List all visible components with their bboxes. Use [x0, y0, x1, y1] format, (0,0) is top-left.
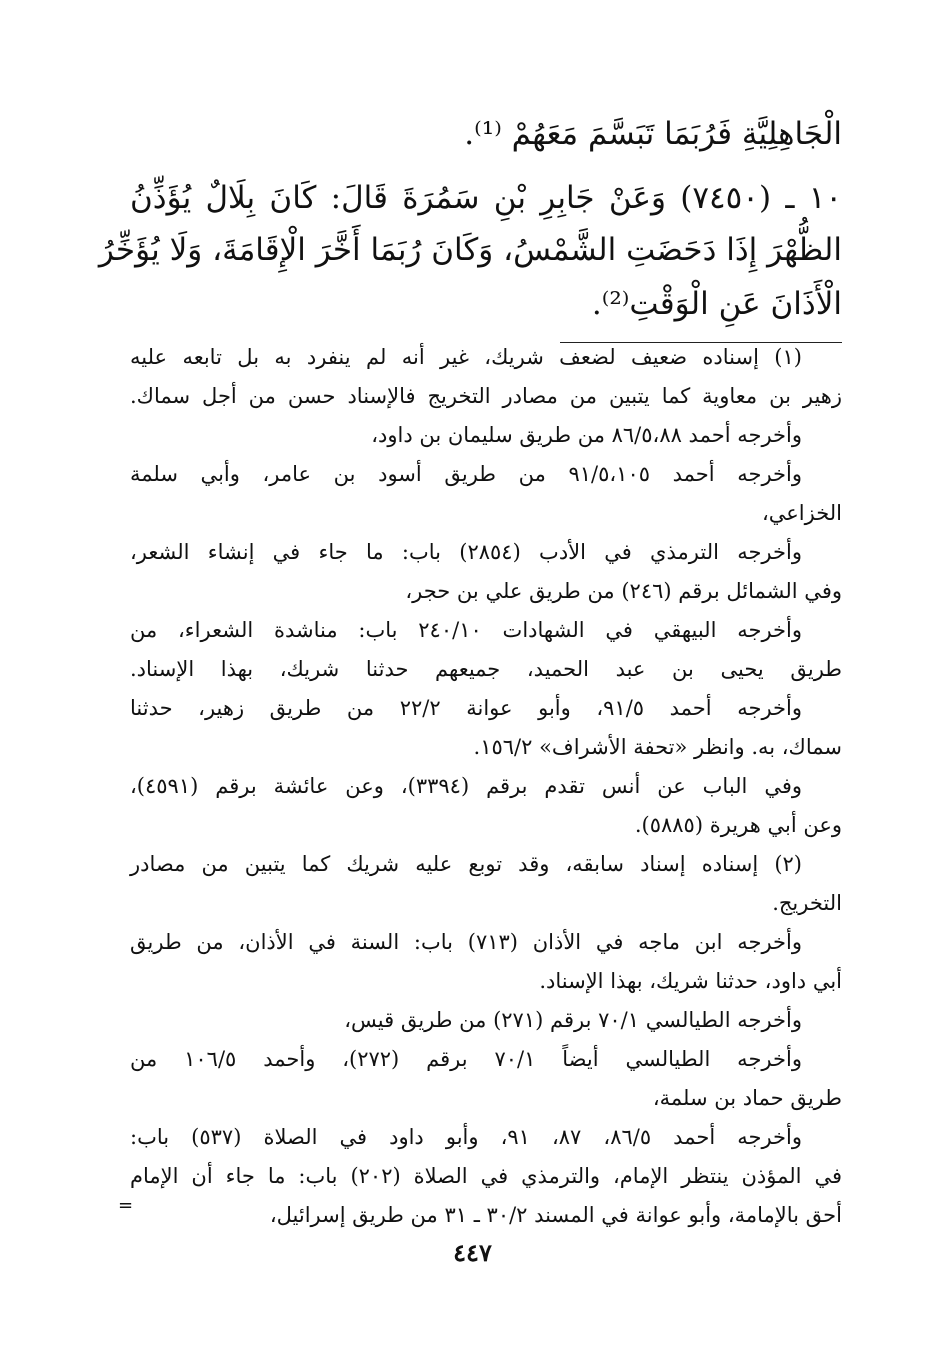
footnote-line: طريق يحيى بن عبد الحميد، جميعهم حدثنا شريك، بهذا الإسناد. [130, 657, 842, 681]
footnote-line: وأخرجه الترمذي في الأدب (٢٨٥٤) باب: ما جاء في إنشاء الشعر، [130, 540, 802, 564]
footnote-line: وأخرجه البيهقي في الشهادات ٢٤٠/١٠ باب: مناشدة الشعراء، من [130, 618, 802, 642]
footnote-line: وفي الشمائل برقم (٢٤٦) من طريق علي بن حجر، [405, 579, 842, 603]
footnote-line: التخريج. [772, 891, 842, 915]
footnote-line: زهير بن معاوية كما يتبين من مصادر التخريج فالإسناد حسن من أجل سماك. [130, 384, 842, 408]
main-text-line-1: الْجَاهِلِيَّةِ فَرُبَمَا تَبَسَّمَ مَعَهُمْ ⁽¹⁾. [464, 116, 842, 152]
footnote-line: أبي داود، حدثنا شريك، بهذا الإسناد. [539, 969, 842, 993]
continuation-mark: = [118, 1195, 134, 1216]
footnote-line: سماك، به. وانظر «تحفة الأشراف» ١٥٦/٢. [473, 735, 842, 759]
hadith-line-2: الظُّهْرَ إِذَا دَحَضَتِ الشَّمْسُ، وَكَانَ رُبَمَا أَخَّرَ الْإِقَامَةَ، وَلَا يُؤَخِّرُ [98, 232, 842, 268]
footnote-line: وأخرجه أحمد ٨٦/٥، ٨٧، ٩١، وأبو داود في الصلاة (٥٣٧) باب: [130, 1125, 803, 1149]
footnote-line: وأخرجه أحمد ٩١/٥،١٠٥ من طريق أسود بن عامر، وأبي سلمة [130, 462, 802, 486]
footnote-line: طريق حماد بن سلمة، [652, 1086, 842, 1110]
footnote-line: وأخرجه أحمد ٨٦/٥،٨٨ من طريق سليمان بن داود، [371, 423, 802, 447]
footnote-line: وأخرجه ابن ماجه في الأذان (٧١٣) باب: السنة في الأذان، من طريق [130, 930, 802, 954]
hadith-line-3: الْأَذَانَ عَنِ الْوَقْتِ⁽²⁾. [591, 286, 842, 322]
footnote-line: الخزاعي، [761, 501, 842, 525]
footnote-line: (٢) إسناده إسناد سابقه، وقد توبع عليه شريك كما يتبين من مصادر [130, 852, 802, 876]
footnote-line: وعن أبي هريرة (٥٨٨٥). [634, 813, 842, 837]
footnote-line: وفي الباب عن أنس تقدم برقم (٣٣٩٤)، وعن عائشة برقم (٤٥٩١)، [130, 774, 802, 798]
footnote-line: وأخرجه الطيالسي ٧٠/١ برقم (٢٧١) من طريق قيس، [344, 1008, 802, 1032]
page-number: ٤٤٧ [453, 1238, 492, 1267]
footnote-line: في المؤذن ينتظر الإمام، والترمذي في الصلاة (٢٠٢) باب: ما جاء أن الإمام [130, 1164, 842, 1188]
footnote-line: وأخرجه أحمد ٩١/٥، وأبو عوانة ٢٢/٢ من طريق زهير، حدثنا [130, 696, 802, 720]
footnote-line: أحق بالإمامة، وأبو عوانة في المسند ٣٠/٢ ـ ٣١ من طريق إسرائيل، [269, 1203, 842, 1227]
footnote-line: وأخرجه الطيالسي أيضاً ٧٠/١ برقم (٢٧٢)، وأحمد ١٠٦/٥ من [130, 1047, 802, 1071]
footnote-line: (١) إسناده ضعيف لضعف شريك، غير أنه لم ينفرد به بل تابعه عليه [130, 345, 802, 369]
footnote-separator [560, 342, 842, 343]
hadith-line-1: ١٠ ـ (٧٤٥٠) وَعَنْ جَابِرِ بْنِ سَمُرَةَ قَالَ: كَانَ بِلَالٌ يُؤَذِّنُ [130, 180, 842, 216]
